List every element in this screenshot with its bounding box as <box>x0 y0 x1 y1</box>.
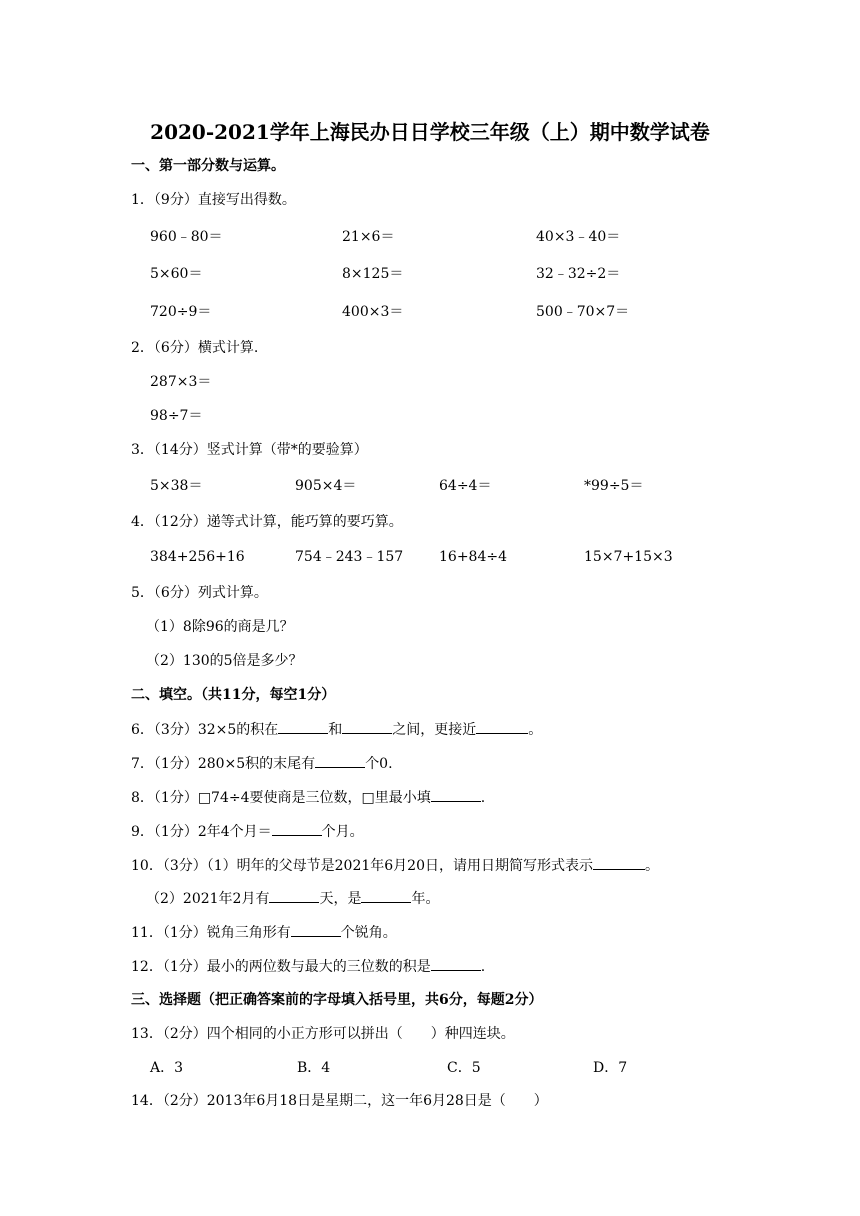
q5-item: （2）130的5倍是多少？ <box>146 653 303 669</box>
q6-part: 和 <box>328 722 343 738</box>
answer-blank[interactable] <box>593 856 645 870</box>
q13-option-b[interactable]: B．4 <box>297 1060 331 1076</box>
q11-text <box>131 923 397 942</box>
q3-item: *99÷5＝ <box>584 478 644 494</box>
q2-item: 98÷7＝ <box>150 408 203 424</box>
q1-item: 21×6＝ <box>342 229 395 245</box>
q6-part: 6．（3分）32×5的积在 <box>131 722 279 738</box>
q1-item: 5×60＝ <box>150 266 203 282</box>
q9-text <box>131 822 364 841</box>
answer-blank[interactable] <box>476 720 528 734</box>
q8-text <box>131 788 485 807</box>
q8-part: . <box>480 790 486 806</box>
answer-blank[interactable] <box>431 788 481 802</box>
q10-text <box>131 856 659 875</box>
q1-item: 960﹣80＝ <box>150 229 223 245</box>
q13-option-c[interactable]: C．5 <box>447 1060 481 1076</box>
exam-title: 2020-2021学年上海民办日日学校三年级（上）期中数学试卷 <box>150 120 710 144</box>
q4-item: 16+84÷4 <box>439 549 507 565</box>
q7-part: 个0. <box>365 756 393 772</box>
q10-part: 天，是 <box>319 891 362 907</box>
section-2-heading: 二、填空。（共11分，每空1分） <box>131 687 336 703</box>
q10-part: 年。 <box>411 891 440 907</box>
q12-text <box>131 957 485 976</box>
q1-item: 500﹣70×7＝ <box>536 304 630 320</box>
q11-part: 11．（1分）锐角三角形有 <box>131 925 291 941</box>
q6-part: 。 <box>528 722 543 738</box>
section-3-heading: 三、选择题（把正确答案前的字母填入括号里，共6分，每题2分） <box>131 992 543 1008</box>
q13-heading: 13．（2分）四个相同的小正方形可以拼出（ ）种四连块。 <box>131 1026 515 1042</box>
q8-part: 8．（1分）□74÷4要使商是三位数，□里最小填 <box>131 790 431 806</box>
q5-heading: 5．（6分）列式计算。 <box>131 585 268 601</box>
q3-item: 64÷4＝ <box>439 478 492 494</box>
q6-text <box>131 720 542 739</box>
q9-part: 9．（1分）2年4个月＝ <box>131 824 272 840</box>
q3-item: 905×4＝ <box>295 478 357 494</box>
q10-part: 10．（3分）（1）明年的父母节是2021年6月20日，请用日期简写形式表示 <box>131 858 593 874</box>
answer-blank[interactable] <box>272 822 322 836</box>
q9-part: 个月。 <box>321 824 364 840</box>
q7-text <box>131 754 393 773</box>
answer-blank[interactable] <box>278 720 328 734</box>
q12-part: 12．（1分）最小的两位数与最大的三位数的积是 <box>131 959 431 975</box>
answer-blank[interactable] <box>291 923 341 937</box>
q13-option-d[interactable]: D．7 <box>593 1060 628 1076</box>
q1-item: 400×3＝ <box>342 304 404 320</box>
answer-blank[interactable] <box>269 889 319 903</box>
q10-part: （2）2021年2月有 <box>146 891 270 907</box>
q13-option-a[interactable]: A．3 <box>150 1060 184 1076</box>
q3-item: 5×38＝ <box>150 478 203 494</box>
q4-item: 15×7+15×3 <box>584 549 673 565</box>
q12-part: . <box>480 959 486 975</box>
q10-part: 。 <box>644 858 659 874</box>
q11-part: 个锐角。 <box>340 925 397 941</box>
section-1-heading: 一、第一部分数与运算。 <box>131 158 285 174</box>
q1-item: 720÷9＝ <box>150 304 212 320</box>
q7-part: 7．（1分）280×5积的末尾有 <box>131 756 316 772</box>
answer-blank[interactable] <box>431 957 481 971</box>
q10-sub-text <box>146 889 439 908</box>
answer-blank[interactable] <box>315 754 365 768</box>
q6-part: 之间，更接近 <box>392 722 477 738</box>
answer-blank[interactable] <box>361 889 411 903</box>
q4-item: 384+256+16 <box>150 549 245 565</box>
q4-heading: 4．（12分）递等式计算，能巧算的要巧算。 <box>131 514 403 530</box>
q2-item: 287×3＝ <box>150 374 212 390</box>
q14-heading: 14．（2分）2013年6月18日是星期二，这一年6月28日是（ ） <box>131 1093 548 1109</box>
q3-heading: 3．（14分）竖式计算（带*的要验算） <box>131 442 368 458</box>
q5-item: （1）8除96的商是几？ <box>146 619 294 635</box>
q1-item: 32﹣32÷2＝ <box>536 266 621 282</box>
q1-item: 8×125＝ <box>342 266 404 282</box>
answer-blank[interactable] <box>342 720 392 734</box>
q2-heading: 2．（6分）横式计算. <box>131 340 259 356</box>
q1-heading: 1．（9分）直接写出得数。 <box>131 192 296 208</box>
q4-item: 754﹣243﹣157 <box>295 549 404 565</box>
q1-item: 40×3﹣40＝ <box>536 229 621 245</box>
